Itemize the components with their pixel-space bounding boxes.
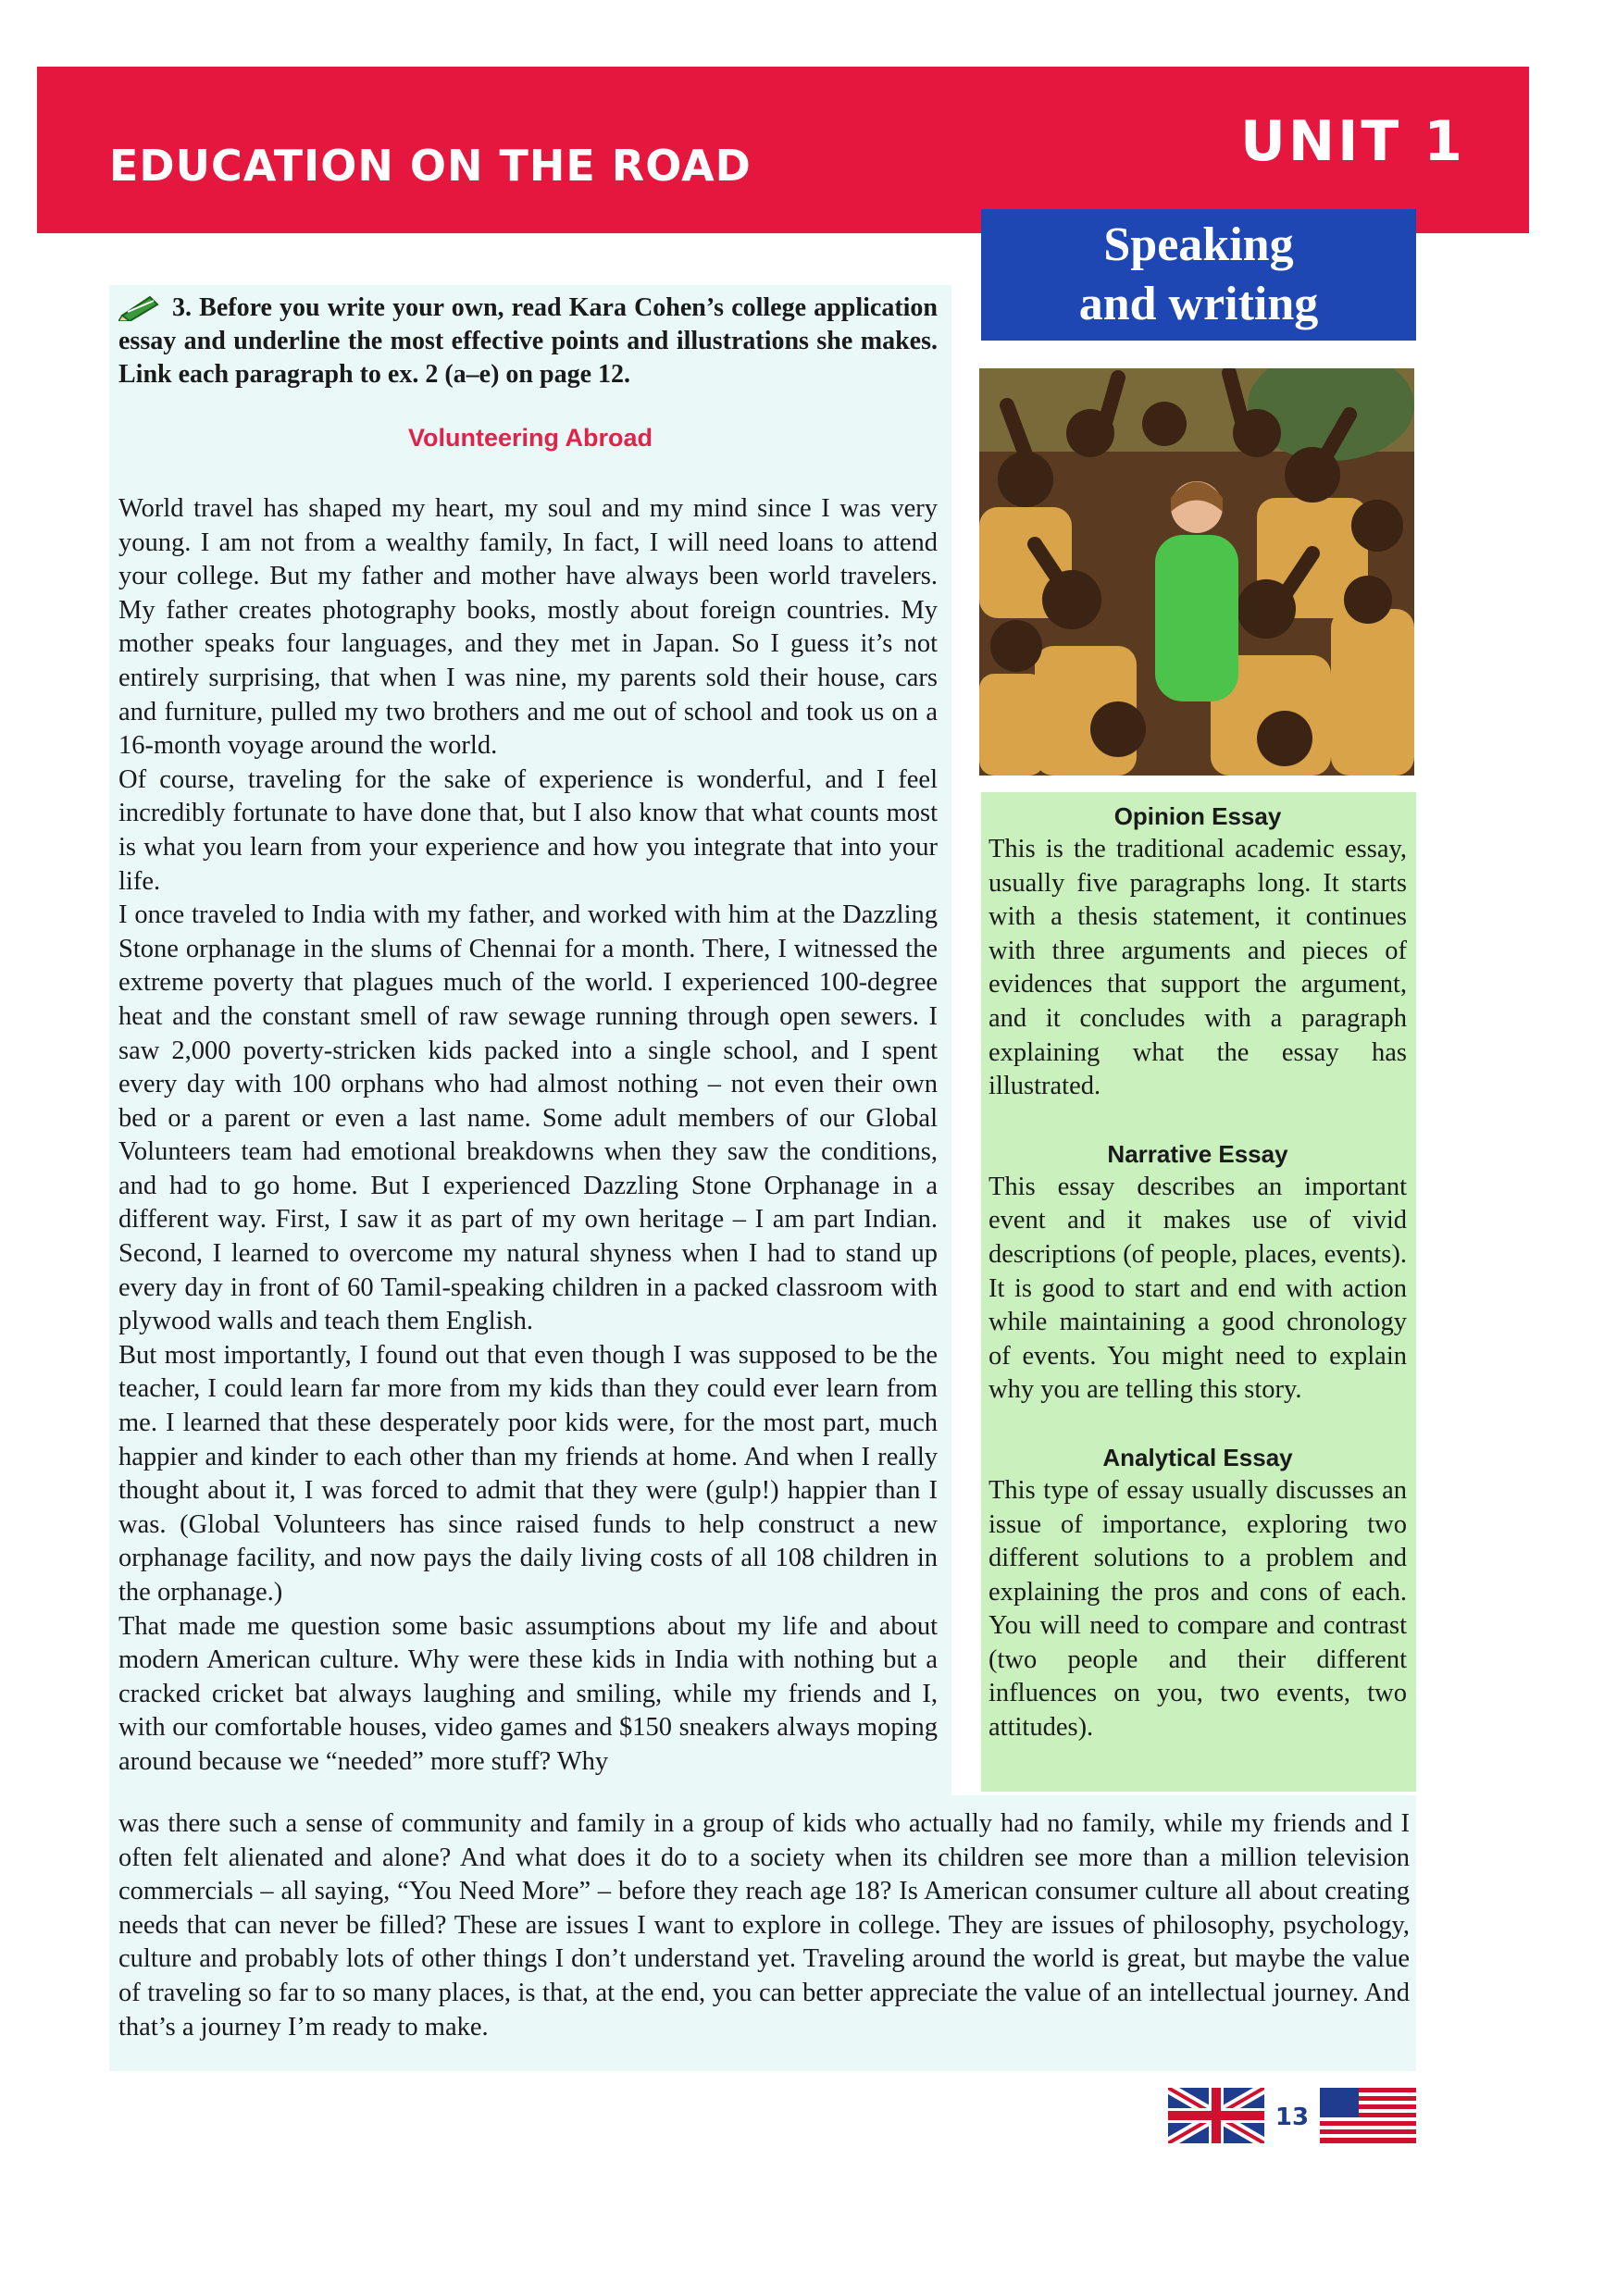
section-tab [981,209,1416,341]
uk-flag-icon [1168,2088,1264,2148]
essay-paragraph: World travel has shaped my heart, my soul and my mind since I was very young. I am not from a wealthy family, In fact, I will need loans to attend your college. But my father and mother have always been world travelers. My father creates photography books, mostly about foreign countries. My mother speaks four languages, and they met in Japan. So I guess it’s not entirely surprising, that when I was nine, my parents sold their house, cars and furniture, pulled my two brothers and me out of school and took us on a 16-month voyage around the world. [118,494,938,761]
sidebar-heading: Analytical Essay [1102,1443,1293,1471]
section-tab-line1: Speaking [1103,218,1294,271]
section-tab-line2: and writing [1078,278,1319,330]
sidebar-body: This is the traditional academic essay, usually five paragraphs long. It starts with a thesis statement, it continues with three arguments and pieces of evidences that support the argument, and it concludes with a paragraph explaining what the essay has illustrated. [989,835,1407,1101]
pencil-icon [118,293,163,321]
instruction-text: 3. Before you write your own, read Kara Cohen’s college application essay and underline the most effective points and illustrations she makes. Link each paragraph to ex. 2 (a–e) on page 12. [118,293,938,389]
page-title: EDUCATION ON THE ROAD [109,141,752,191]
unit-label: UNIT 1 [1240,109,1465,174]
volunteer-photo [979,368,1414,776]
essay-body [118,492,938,1780]
sidebar-body: This essay describes an important event and it makes use of vivid descriptions (of people, places, events). It is good to start and end with action while maintaining a good chronology of events. You might need to explain why you are telling this story. [989,1172,1407,1405]
us-flag-icon [1320,2088,1416,2148]
page-footer [1168,2090,1416,2145]
essay-paragraph: But most importantly, I found out that even though I was supposed to be the teacher, I could learn far more from my kids than they could ever learn from me. I learned that these desperately poor kids were, for the most part, much happier and kinder to each other than my friends at home. And when I really thought about it, I was forced to admit that they were (gulp!) happier than I was. (Global Volunteers has since raised funds to help construct a new orphanage facility, and now pays the daily living costs of all 108 children in the orphanage.) [118,1340,938,1607]
essay-types-text [989,800,1407,1779]
sidebar-heading: Narrative Essay [1107,1139,1288,1168]
page-number: 13 [1264,2090,1320,2145]
essay-continuation: was there such a sense of community and family in a group of kids who actually had no family, while my friends and I often felt alienated and alone? And what does it do to a society when its children see more than a million television commercials – all saying, “You Need More” – before they reach age 18? Is American consumer culture all about creating needs that can never be filled? These are issues I want to explore in college. They are issues of philosophy, psychology, culture and probably lots of other things I don’t understand yet. Traveling around the world is great, but maybe the value of traveling so far to so many places, is that, at the end, you can better appreciate the value of an intellectual journey. And that’s a journey I’m ready to make. [118,1809,1410,2042]
sidebar-body: This type of essay usually discusses an issue of importance, exploring two different solutions to a problem and explaining the pros and cons of each. You will need to compare and contrast (two people and their different influences on you, two events, two attitudes). [989,1475,1407,1743]
exercise-instruction [118,292,938,391]
essay-paragraph: I once traveled to India with my father, and worked with him at the Dazzling Stone orphanage in the slums of Chennai for a month. There, I witnessed the extreme poverty that plagues much of the world. I experienced 100-degree heat and the constant smell of raw sewage running through open sewers. I saw 2,000 poverty-stricken kids packed into a single school, and I spent every day with 100 orphans who had almost nothing – not even their own bed or a parent or even a last name. Some adult members of our Global Volunteers team had emotional breakdowns when they saw the conditions, and had to go home. But I experienced Dazzling Stone Orphanage in a different way. First, I saw it as part of my own heritage – I am part Indian. Second, I learned to overcome my natural shyness when I had to stand up every day in front of 60 Tamil-speaking children in a packed classroom with plywood walls and teach them English. [118,900,938,1336]
essay-title: Volunteering Abroad [407,424,653,452]
essay-paragraph: Of course, traveling for the sake of experience is wonderful, and I feel incredibly fortunate to have done that, but I also know that what counts most is what you learn from your experience and how you integrate that into your life. [118,764,938,896]
sidebar-heading: Opinion Essay [1113,802,1282,830]
essay-paragraph: That made me question some basic assumptions about my life and about modern American culture. Why were these kids in India with nothing but a cracked cricket bat always laughing and smiling, while my friends and I, with our comfortable houses, video games and $150 sneakers always moping around because we “needed” more stuff? Why [118,1611,938,1776]
